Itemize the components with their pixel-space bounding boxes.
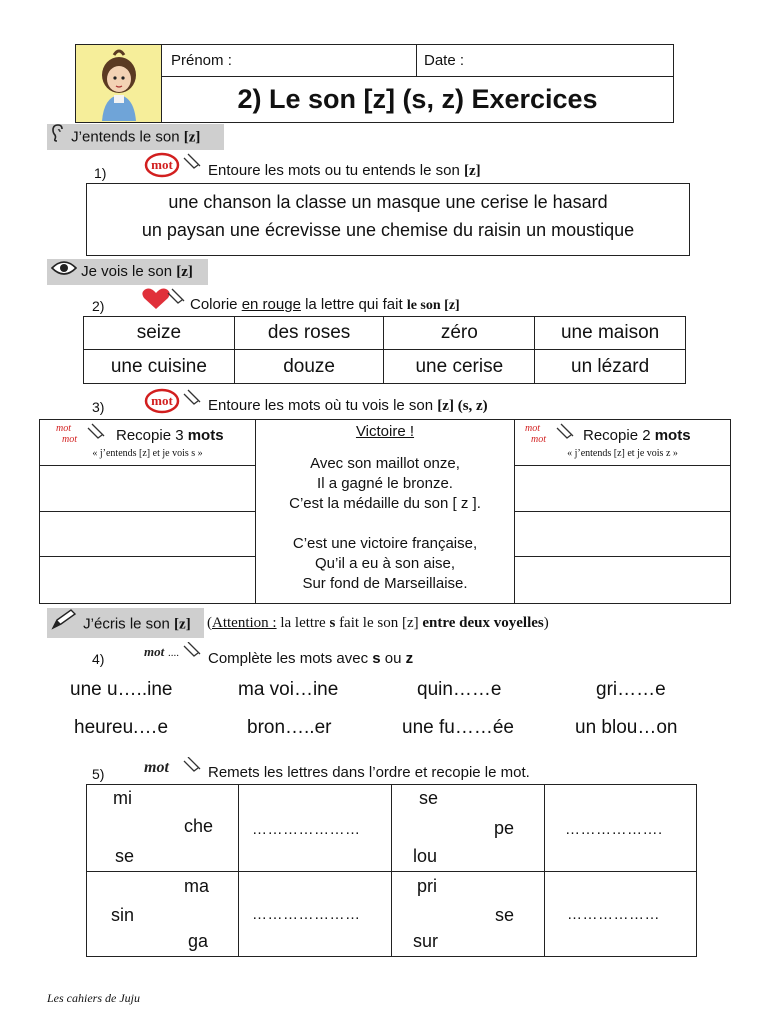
answer-line[interactable]: …………………	[252, 821, 361, 838]
svg-text:mot: mot	[151, 157, 173, 172]
fill-word[interactable]: une u…..ine	[70, 679, 173, 700]
date-field[interactable]	[417, 45, 673, 77]
rule-paren-open: (	[207, 615, 212, 631]
section-band-write	[47, 608, 204, 638]
fill-word[interactable]: bron…..er	[247, 717, 332, 738]
exercise-number-2: 2)	[92, 298, 105, 314]
recopy-right-label-bold: mots	[654, 427, 691, 444]
svg-text:mot: mot	[144, 644, 165, 659]
mot-pencil-icon	[144, 757, 208, 784]
poem	[256, 420, 514, 603]
poem-line: Sur fond de Marseillaise.	[302, 575, 468, 592]
answer-line[interactable]: ………………	[567, 906, 660, 923]
fill-word[interactable]: un blou…on	[575, 717, 678, 738]
scramble-box	[86, 784, 697, 957]
recopy-left-column	[40, 420, 256, 603]
recopy-right-line-1[interactable]	[515, 466, 730, 512]
exercise-number-1: 1)	[94, 165, 107, 181]
syllable: mi	[113, 788, 132, 808]
mot-circle-icon	[144, 150, 206, 183]
fill-word[interactable]: gri……e	[596, 679, 666, 700]
poem-line: Il a gagné le bronze.	[317, 475, 453, 492]
page-title: 2) Le son [z] (s, z) Exercices	[237, 84, 598, 114]
recopy-right-label: Recopie 2	[583, 427, 651, 444]
eye-icon	[51, 259, 77, 285]
poem-line: C’est une victoire française,	[292, 535, 478, 552]
instruction-2-c: la lettre qui fait	[305, 296, 403, 313]
poem-lines	[256, 454, 514, 594]
syllable: ma	[184, 876, 210, 896]
instruction-1-text: Entoure les mots ou tu entends le son	[208, 162, 460, 179]
syllable: pe	[494, 818, 515, 838]
syllable: se	[115, 846, 135, 866]
recopy-left-line-2[interactable]	[40, 512, 255, 557]
color-grid	[83, 316, 686, 384]
word-box-1	[86, 183, 690, 256]
recopy-left-label-bold: mots	[187, 427, 224, 444]
svg-text:mot: mot	[151, 393, 173, 408]
rule-text-b: fait le son [z]	[339, 615, 419, 631]
grid-cell[interactable]: une cerise	[384, 350, 535, 384]
instruction-2-red: en rouge	[241, 296, 301, 313]
grid-cell[interactable]: une cuisine	[84, 350, 235, 384]
recopy-left-label: Recopie 3	[116, 427, 184, 444]
svg-text:mot: mot	[144, 759, 169, 776]
divider	[87, 871, 696, 872]
grid-cell[interactable]: des roses	[234, 317, 384, 350]
grid-cell[interactable]: zéro	[384, 317, 535, 350]
fill-word[interactable]: quin……e	[417, 679, 502, 700]
instruction-4-or: ou	[384, 650, 402, 667]
poem-line: C’est la médaille du son [ z ].	[289, 495, 481, 512]
section-band-hear-label: J’entends le son	[71, 128, 180, 146]
instruction-4	[208, 650, 413, 667]
spelling-rule	[207, 615, 549, 632]
grid-cell[interactable]: une maison	[535, 317, 686, 350]
syllable: se	[495, 905, 515, 925]
word-line-1: une chanson la classe un masque une cerise le hasard	[168, 192, 608, 212]
syllable: che	[184, 816, 214, 836]
instruction-4-s: s	[372, 650, 381, 667]
instruction-4-text: Complète les mots avec	[208, 650, 369, 667]
svg-text:mot: mot	[531, 434, 546, 445]
poem-line: Avec son maillot onze,	[310, 455, 460, 472]
answer-line[interactable]: ……………….	[565, 821, 663, 838]
recopy-right-column	[514, 420, 730, 603]
poem-title: Victoire !	[355, 423, 415, 440]
pencil-icon	[51, 608, 79, 641]
heart-pencil-icon	[140, 287, 186, 316]
section-band-write-label: J’écris le son	[83, 615, 170, 633]
rule-attention: Attention :	[212, 615, 277, 631]
mot-pencil-icon	[54, 422, 112, 451]
mot-circle-icon	[144, 386, 206, 419]
recopy-left-sub: « j’entends [z] et je vois s »	[92, 448, 203, 459]
grid-cell[interactable]: douze	[234, 350, 384, 384]
instruction-4-z: z	[405, 650, 414, 667]
syllable: ga	[188, 931, 209, 951]
recopy-left-header	[40, 420, 255, 466]
section-band-hear-sound: [z]	[183, 129, 201, 146]
grid-cell[interactable]: un lézard	[535, 350, 686, 384]
section-band-see-sound: [z]	[176, 264, 193, 280]
recopy-left-line-3[interactable]	[40, 557, 255, 603]
section-band-hear	[47, 124, 224, 150]
syllable: sur	[413, 931, 439, 951]
grid-cell[interactable]: seize	[84, 317, 235, 350]
answer-line[interactable]: …………………	[252, 906, 361, 923]
recopy-right-line-2[interactable]	[515, 512, 730, 557]
instruction-3-sound: [z] (s, z)	[437, 398, 488, 414]
svg-text:mot: mot	[525, 423, 540, 434]
instruction-2	[190, 296, 460, 314]
svg-text:....: ....	[168, 647, 179, 659]
syllable: sin	[111, 905, 135, 925]
date-label: Date :	[424, 52, 465, 69]
poem-line	[256, 514, 514, 534]
rule-letter-s: s	[329, 615, 336, 631]
instruction-2-sound: le son [z]	[406, 298, 460, 313]
section-band-write-sound: [z]	[174, 616, 191, 633]
recopy-right-header	[515, 420, 730, 466]
rule-text-a: la lettre	[280, 615, 326, 631]
word-line-2: un paysan une écrevisse une chemise du raisin un moustique	[141, 220, 635, 240]
svg-text:mot: mot	[62, 434, 77, 445]
fill-word[interactable]: heureu.…e	[74, 717, 169, 738]
header-box	[75, 44, 674, 123]
footer-credit: Les cahiers de Juju	[47, 991, 140, 1005]
fill-word[interactable]: ma voi…ine	[238, 679, 339, 700]
syllable: lou	[413, 846, 438, 866]
prenom-label: Prénom :	[171, 52, 232, 69]
section-band-see	[47, 259, 208, 285]
instruction-3-text: Entoure les mots où tu vois le son	[208, 397, 434, 414]
rule-paren-close: )	[543, 615, 549, 631]
recopy-right-line-3[interactable]	[515, 557, 730, 603]
recopy-left-line-1[interactable]	[40, 466, 255, 512]
instruction-3	[208, 397, 488, 415]
instruction-5: Remets les lettres dans l’ordre et recopie le mot.	[208, 764, 530, 781]
recopy-right-sub: « j’entends [z] et je vois z »	[567, 448, 678, 459]
fill-word[interactable]: une fu……ée	[402, 717, 514, 738]
ear-icon	[51, 124, 67, 151]
poem-line: Qu’il a eu à son aise,	[314, 555, 456, 572]
mot-pencil-icon	[523, 422, 581, 451]
exercise-number-3: 3)	[92, 399, 105, 415]
syllable: pri	[417, 876, 438, 896]
svg-text:mot: mot	[56, 423, 71, 434]
instruction-2-a: Colorie	[190, 296, 238, 313]
recopy-box	[39, 419, 731, 604]
rule-text-c: entre deux voyelles	[422, 615, 544, 631]
instruction-1	[208, 162, 481, 180]
section-band-see-label: Je vois le son	[81, 263, 173, 280]
exercise-number-5: 5)	[92, 766, 105, 782]
syllable: se	[419, 788, 439, 808]
mot-pencil-icon	[144, 642, 208, 669]
exercise-number-4: 4)	[92, 651, 105, 667]
girl-illustration	[76, 45, 162, 122]
instruction-1-sound: [z]	[464, 163, 481, 179]
prenom-field[interactable]	[162, 45, 417, 77]
